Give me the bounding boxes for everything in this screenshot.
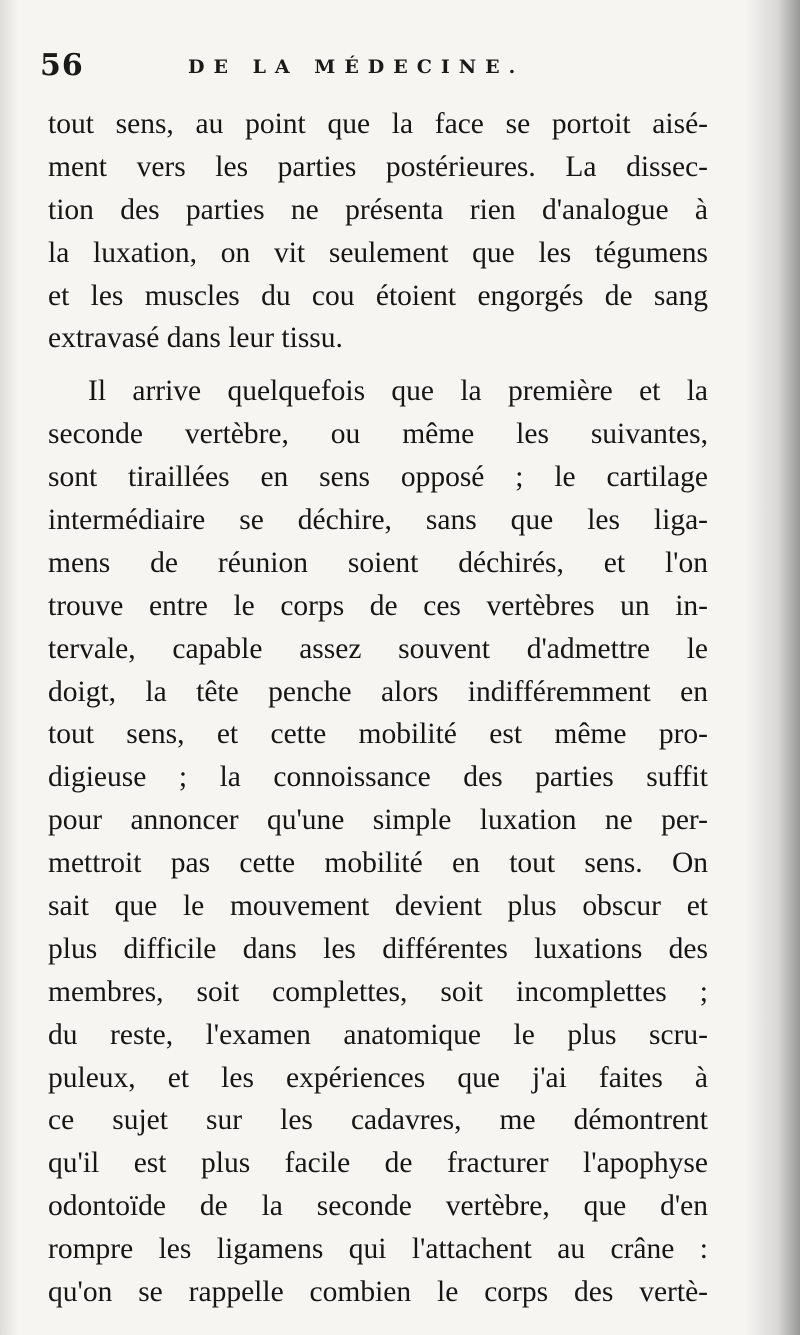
page-edge-shadow	[0, 0, 18, 1335]
text-line: ment vers les parties postérieures. La dissec-	[48, 150, 708, 183]
text-line: intermédiaire se déchire, sans que les liga-	[48, 504, 708, 537]
text-line: du reste, l'examen anatomique le plus scru-	[48, 1018, 708, 1051]
text-line: odontoïde de la seconde vertèbre, que d'en	[48, 1190, 708, 1223]
text-line: qu'on se rappelle combien le corps des vertè-	[48, 1276, 708, 1309]
text-line: sont tiraillées en sens opposé ; le cartilage	[48, 461, 708, 494]
text-line: extravasé dans leur tissu.	[48, 322, 343, 355]
text-line: seconde vertèbre, ou même les suivantes,	[48, 418, 708, 451]
text-line: digieuse ; la connoissance des parties suffit	[48, 761, 708, 794]
paragraph	[48, 103, 708, 360]
text-line: ce sujet sur les cadavres, me démontrent	[48, 1104, 708, 1137]
text-line: Il arrive quelquefois que la première et la	[88, 375, 708, 408]
text-line: sait que le mouvement devient plus obscur et	[48, 890, 708, 923]
text-line: tion des parties ne présenta rien d'analogue à	[48, 193, 708, 226]
text-line: mens de réunion soient déchirés, et l'on	[48, 546, 708, 579]
paragraph	[48, 370, 708, 1314]
text-line: doigt, la tête penche alors indifféremment en	[48, 675, 708, 708]
text-line: la luxation, on vit seulement que les tégumens	[48, 236, 708, 269]
body-text	[48, 103, 708, 1314]
text-line: tervale, capable assez souvent d'admettre le	[48, 632, 708, 665]
text-line: et les muscles du cou étoient engorgés de sang	[48, 279, 708, 312]
text-line: puleux, et les expériences que j'ai faites à	[48, 1061, 708, 1094]
text-line: mettroit pas cette mobilité en tout sens. On	[48, 847, 708, 880]
page-number: 56	[40, 48, 84, 83]
text-line: membres, soit complettes, soit incomplettes ;	[48, 975, 708, 1008]
text-line: pour annoncer qu'une simple luxation ne per-	[48, 804, 708, 837]
text-line: rompre les ligamens qui l'attachent au crâne :	[48, 1233, 708, 1266]
text-line: tout sens, et cette mobilité est même pro-	[48, 718, 708, 751]
text-line: plus difficile dans les différentes luxations des	[48, 932, 708, 965]
text-line: qu'il est plus facile de fracturer l'apophyse	[48, 1147, 708, 1180]
running-head: DE LA MÉDECINE.	[188, 56, 525, 78]
page-header	[40, 48, 760, 94]
text-line: tout sens, au point que la face se portoit aisé-	[48, 108, 708, 140]
text-line: trouve entre le corps de ces vertèbres un in-	[48, 589, 708, 622]
book-spine-shadow	[745, 0, 800, 1335]
